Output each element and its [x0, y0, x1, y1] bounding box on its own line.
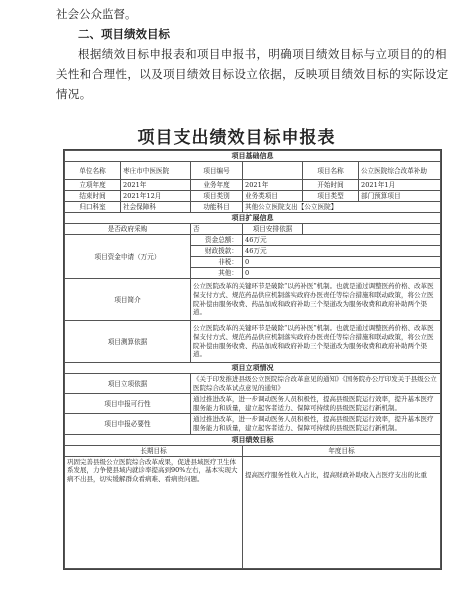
- feasibility-text: 通过推进改革，进一步调动医务人员积极性，提高县级医院运行效率，提升基本医疗服务能力和质量，建立起客者适力、保障可持续的县级医院运行新机制。: [191, 394, 441, 414]
- arrange-label: 项目安排依据: [243, 224, 303, 235]
- type-label: 项目类别: [191, 191, 243, 202]
- perf-section-header: 项目绩效目标: [65, 434, 441, 445]
- code-value: [243, 162, 303, 180]
- function-value: 其他公立医院支出【公立医院】: [243, 202, 441, 213]
- unit-value: 枣庄市中医医院: [121, 162, 191, 180]
- year-value: 2021年: [121, 180, 191, 191]
- annual-label: 年度目标: [243, 445, 441, 456]
- basis-label: 项目立项依据: [65, 374, 191, 394]
- intro-paragraph: 根据绩效目标申报表和项目申报书，明确项目绩效目标与立项目的的相关性和合理性，以及项目绩效目标设立依据，反映项目绩效目标的实际设定情况。: [56, 47, 449, 101]
- annual-text: 提高医疗服务性收入占比，提高财政补助收入占医疗支出的比重: [243, 456, 441, 568]
- form-title: 项目支出绩效目标申报表: [137, 128, 336, 148]
- dept-type-value: 部门预算项目: [359, 191, 441, 202]
- feasibility-label: 项目申报可行性: [65, 394, 191, 414]
- name-value: 公立医院综合改革补助: [359, 162, 441, 180]
- performance-form-table: [64, 150, 441, 569]
- code-label: 项目编号: [191, 162, 243, 180]
- name-label: 项目名称: [303, 162, 359, 180]
- arrange-value: [303, 224, 441, 235]
- extend-section-header: 项目扩展信息: [65, 213, 441, 224]
- procure-value: 否: [191, 224, 243, 235]
- necessity-label: 项目申报必要性: [65, 414, 191, 434]
- function-label: 功能科目: [191, 202, 243, 213]
- intro-text: 公立医院改革的关键环节是破除“以药补医”机制。也就是通过调整医药价格、改革医保支付方式、规范药品供应机制落实政府办医责任等综合措施和联动政策，将公立医院补偿由服务收费、药品加成和政府补助三个渠道改为服务收费和政府补助两个渠道。: [191, 279, 441, 321]
- other-value: 0: [243, 268, 441, 279]
- biz-year-label: 业务年度: [191, 180, 243, 191]
- end-label: 结束时间: [65, 191, 121, 202]
- necessity-text: 通过推进改革，进一步调动医务人员积极性，提高县级医院运行效率，提升基本医疗服务能力和质量，建立起客者适力、保障可持续的县级医院运行新机制。: [191, 414, 441, 434]
- fund-label: 项目资金申请（万元）: [65, 235, 191, 279]
- approval-section-header: 项目立项情况: [65, 363, 441, 374]
- category-value: 社会保障科: [121, 202, 191, 213]
- start-value: 2021年1月: [359, 180, 441, 191]
- category-label: 归口科室: [65, 202, 121, 213]
- long-term-text: 巩固完善县级公立医院综合改革成果，促进县域医疗卫生体系发展，力争使县域内就诊率提高到90%左右，基本实现大病不出县，切实缓解群众看病难、看病贵问题。: [65, 456, 243, 568]
- total-value: 46万元: [243, 235, 441, 246]
- year-label: 立项年度: [65, 180, 121, 191]
- fiscal-value: 46万元: [243, 246, 441, 257]
- basis-text: 《关于印发推进县级公立医院综合改革意见的通知》《国务院办公厅印发关于县级公立医院综合改革试点意见的通知》: [191, 374, 441, 394]
- total-label: 资金总额：: [191, 235, 243, 246]
- procure-label: 是否政府采购: [65, 224, 191, 235]
- start-label: 开始时间: [303, 180, 359, 191]
- intro-label: 项目简介: [65, 279, 191, 321]
- other-label: 其他：: [191, 268, 243, 279]
- calc-label: 项目测算依据: [65, 321, 191, 363]
- section-heading: 二、项目绩效目标: [78, 27, 170, 41]
- intro-closing-line: 社会公众监督。: [56, 7, 137, 21]
- dept-type-label: 项目类型: [303, 191, 359, 202]
- long-term-label: 长期目标: [65, 445, 243, 456]
- nontax-value: 0: [243, 257, 441, 268]
- nontax-label: 非税：: [191, 257, 243, 268]
- end-value: 2021年12月: [121, 191, 191, 202]
- type-value: 业务类项目: [243, 191, 303, 202]
- fiscal-label: 财政拨款：: [191, 246, 243, 257]
- biz-year-value: 2021年: [243, 180, 303, 191]
- basic-section-header: 项目基础信息: [65, 151, 441, 162]
- unit-label: 单位名称: [65, 162, 121, 180]
- calc-text: 公立医院改革的关键环节是破除“以药补医”机制。也就是通过调整医药价格、改革医保支付方式、规范药品供应机制落实政府办医责任等综合措施和联动政策，将公立医院补偿由服务收费、药品加成和政府补助三个渠道改为服务收费和政府补助两个渠道。: [191, 321, 441, 363]
